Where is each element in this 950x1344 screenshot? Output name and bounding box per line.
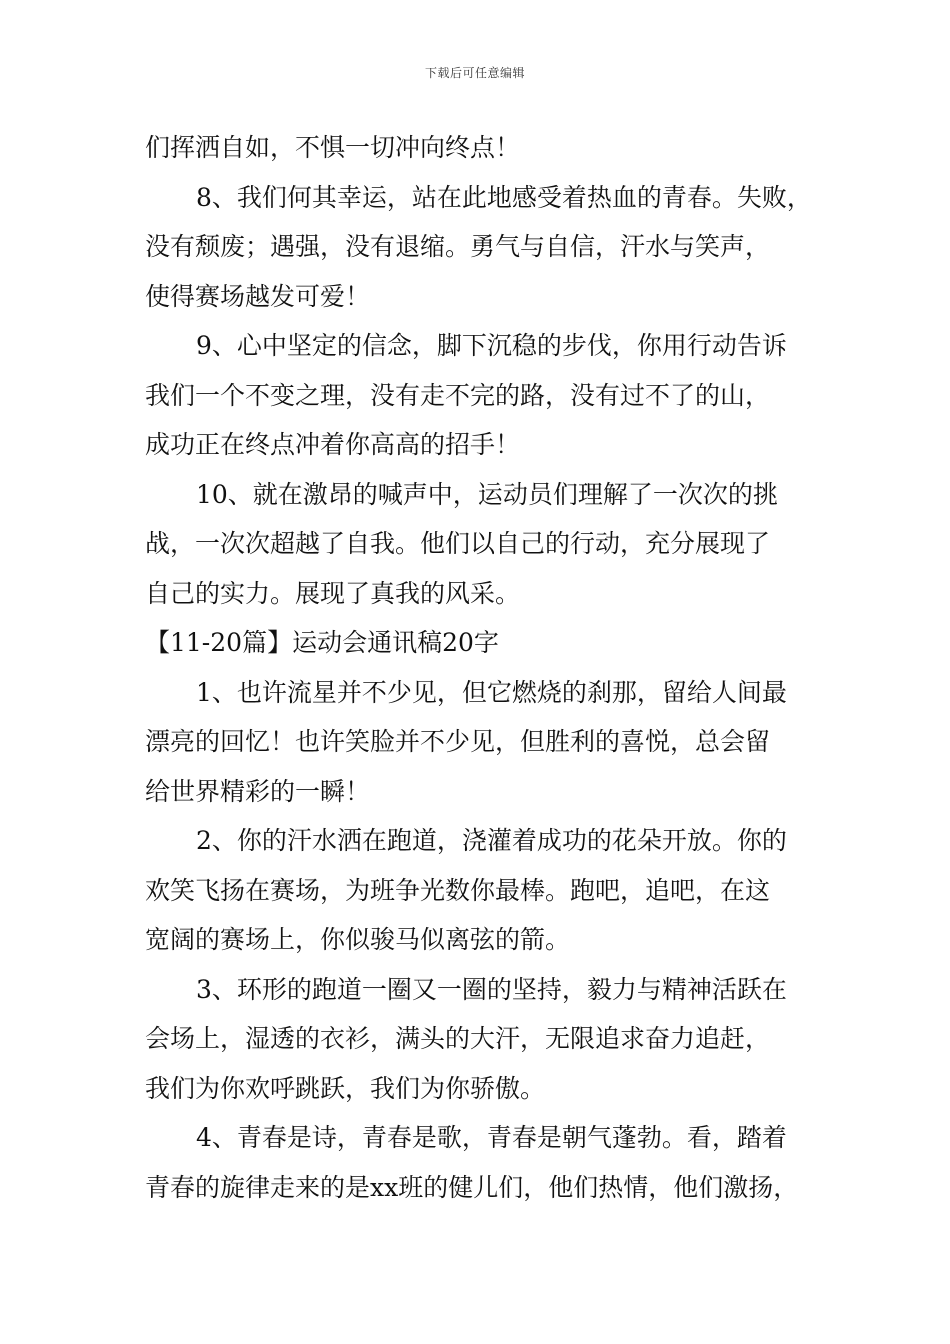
text-line: 没有颓废；遇强，没有退缩。勇气与自信，汗水与笑声， [145,232,771,261]
section-heading: 【11-20篇】运动会通讯稿20字 [145,628,499,657]
text-line: 3、环形的跑道一圈又一圈的坚持，毅力与精神活跃在 [196,974,787,1004]
text-line: 欢笑飞扬在赛场，为班争光数你最棒。跑吧，追吧，在这 [145,875,771,905]
document-body [145,123,835,1212]
text-line: 2、你的汗水洒在跑道，浇灌着成功的花朵开放。你的 [196,826,787,855]
text-line: 成功正在终点冲着你高高的招手！ [145,430,521,459]
text-line: 9、心中坚定的信念，脚下沉稳的步伐，你用行动告诉 [196,331,787,360]
text-line: 青春的旋律走来的是xx班的健儿们，他们热情，他们激扬， [145,1172,799,1202]
text-line: 宽阔的赛场上，你似骏马似离弦的箭。 [145,925,571,954]
text-line: 我们为你欢呼跳跃，我们为你骄傲。 [145,1073,546,1103]
text-line: 会场上，湿透的衣衫，满头的大汗，无限追求奋力追赶， [145,1024,771,1053]
text-line: 战，一次次超越了自我。他们以自己的行动，充分展现了 [145,529,771,558]
text-line: 4、青春是诗，青春是歌，青春是朝气蓬勃。看，踏着 [196,1123,787,1152]
text-line: 8、我们何其幸运，站在此地感受着热血的青春。失败， [196,182,812,212]
text-line: 1、也许流星并不少见，但它燃烧的刹那，留给人间最 [196,677,787,707]
text-line: 使得赛场越发可爱！ [145,281,371,311]
text-line: 们挥洒自如，不惧一切冲向终点！ [145,133,521,162]
text-line: 10、就在激昂的喊声中，运动员们理解了一次次的挑 [196,479,778,509]
text-line: 我们一个不变之理，没有走不完的路，没有过不了的山， [145,380,771,410]
text-line: 漂亮的回忆！也许笑脸并不少见，但胜利的喜悦，总会留 [145,727,771,756]
text-line: 自己的实力。展现了真我的风采。 [145,578,521,608]
page-header: 下载后可任意编辑 [424,66,525,80]
text-line: 给世界精彩的一瞬！ [145,776,371,806]
